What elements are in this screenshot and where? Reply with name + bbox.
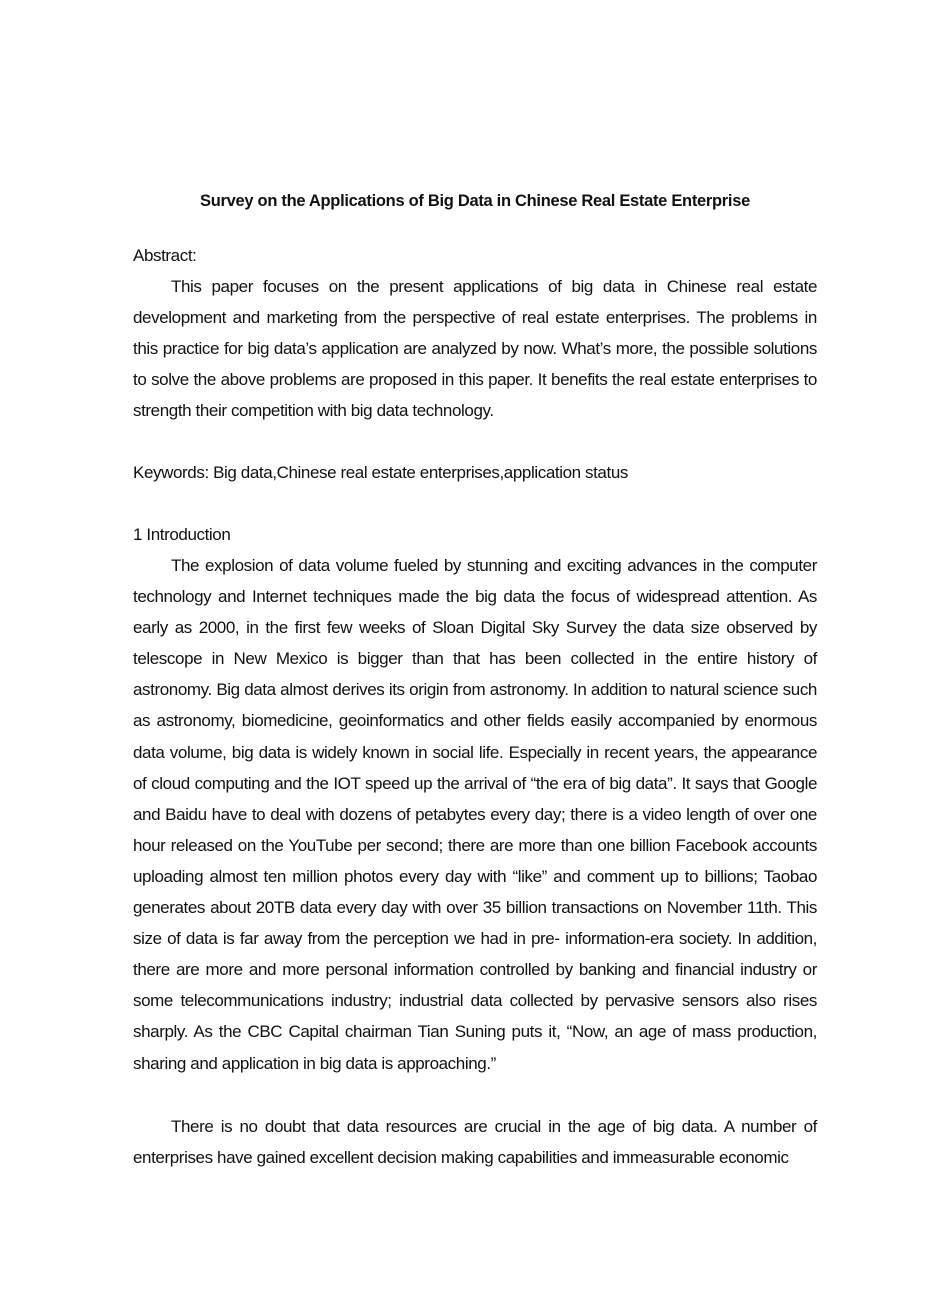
abstract-label: Abstract:	[133, 246, 197, 265]
keywords: Keywords: Big data,Chinese real estate enterprises,application status	[133, 463, 628, 482]
intro-paragraph-1: The explosion of data volume fueled by stunning and exciting advances in the computer technology and Internet techniques made the big data the focus of widespread attention. As early as 2000, in the first few weeks of Sloan Digital Sky Survey the data size observed by telescope in New Mexico is bigger than that has been collected in the entire history of astronomy. Big data almost derives its origin from astronomy. In addition to natural science such as astronomy, biomedicine, geoinformatics and other fields easily accompanied by enormous data volume, big data is widely known in social life. Especially in recent years, the appearance of cloud computing and the IOT speed up the arrival of “the era of big data”. It says that Google and Baidu have to deal with dozens of petabytes every day; there is a video length of over one hour released on the YouTube per second; there are more than one billion Facebook accounts uploading almost ten million photos every day with “like” and comment up to billions; Taobao generates about 20TB data every day with over 35 billion transactions on November 11th. This size of data is far away from the perception we had in pre- information-era society. In addition, there are more and more personal information controlled by banking and financial industry or some telecommunications industry; industrial data collected by pervasive sensors also rises sharply. As the CBC Capital chairman Tian Suning puts it, “Now, an age of mass production, sharing and application in big data is approaching.”	[133, 556, 817, 1073]
abstract-text: This paper focuses on the present applications of big data in Chinese real estate development and marketing from the perspective of real estate enterprises. The problems in this practice for big data’s application are analyzed by now. What’s more, the possible solutions to solve the above problems are proposed in this paper. It benefits the real estate enterprises to strength their competition with big data technology.	[133, 277, 817, 421]
section-heading-introduction: 1 Introduction	[133, 525, 231, 544]
intro-paragraph-2: There is no doubt that data resources are crucial in the age of big data. A number of enterprises have gained excellent decision making capabilities and immeasurable economic	[133, 1117, 817, 1168]
paper-title: Survey on the Applications of Big Data in Chinese Real Estate Enterprise	[200, 192, 750, 210]
